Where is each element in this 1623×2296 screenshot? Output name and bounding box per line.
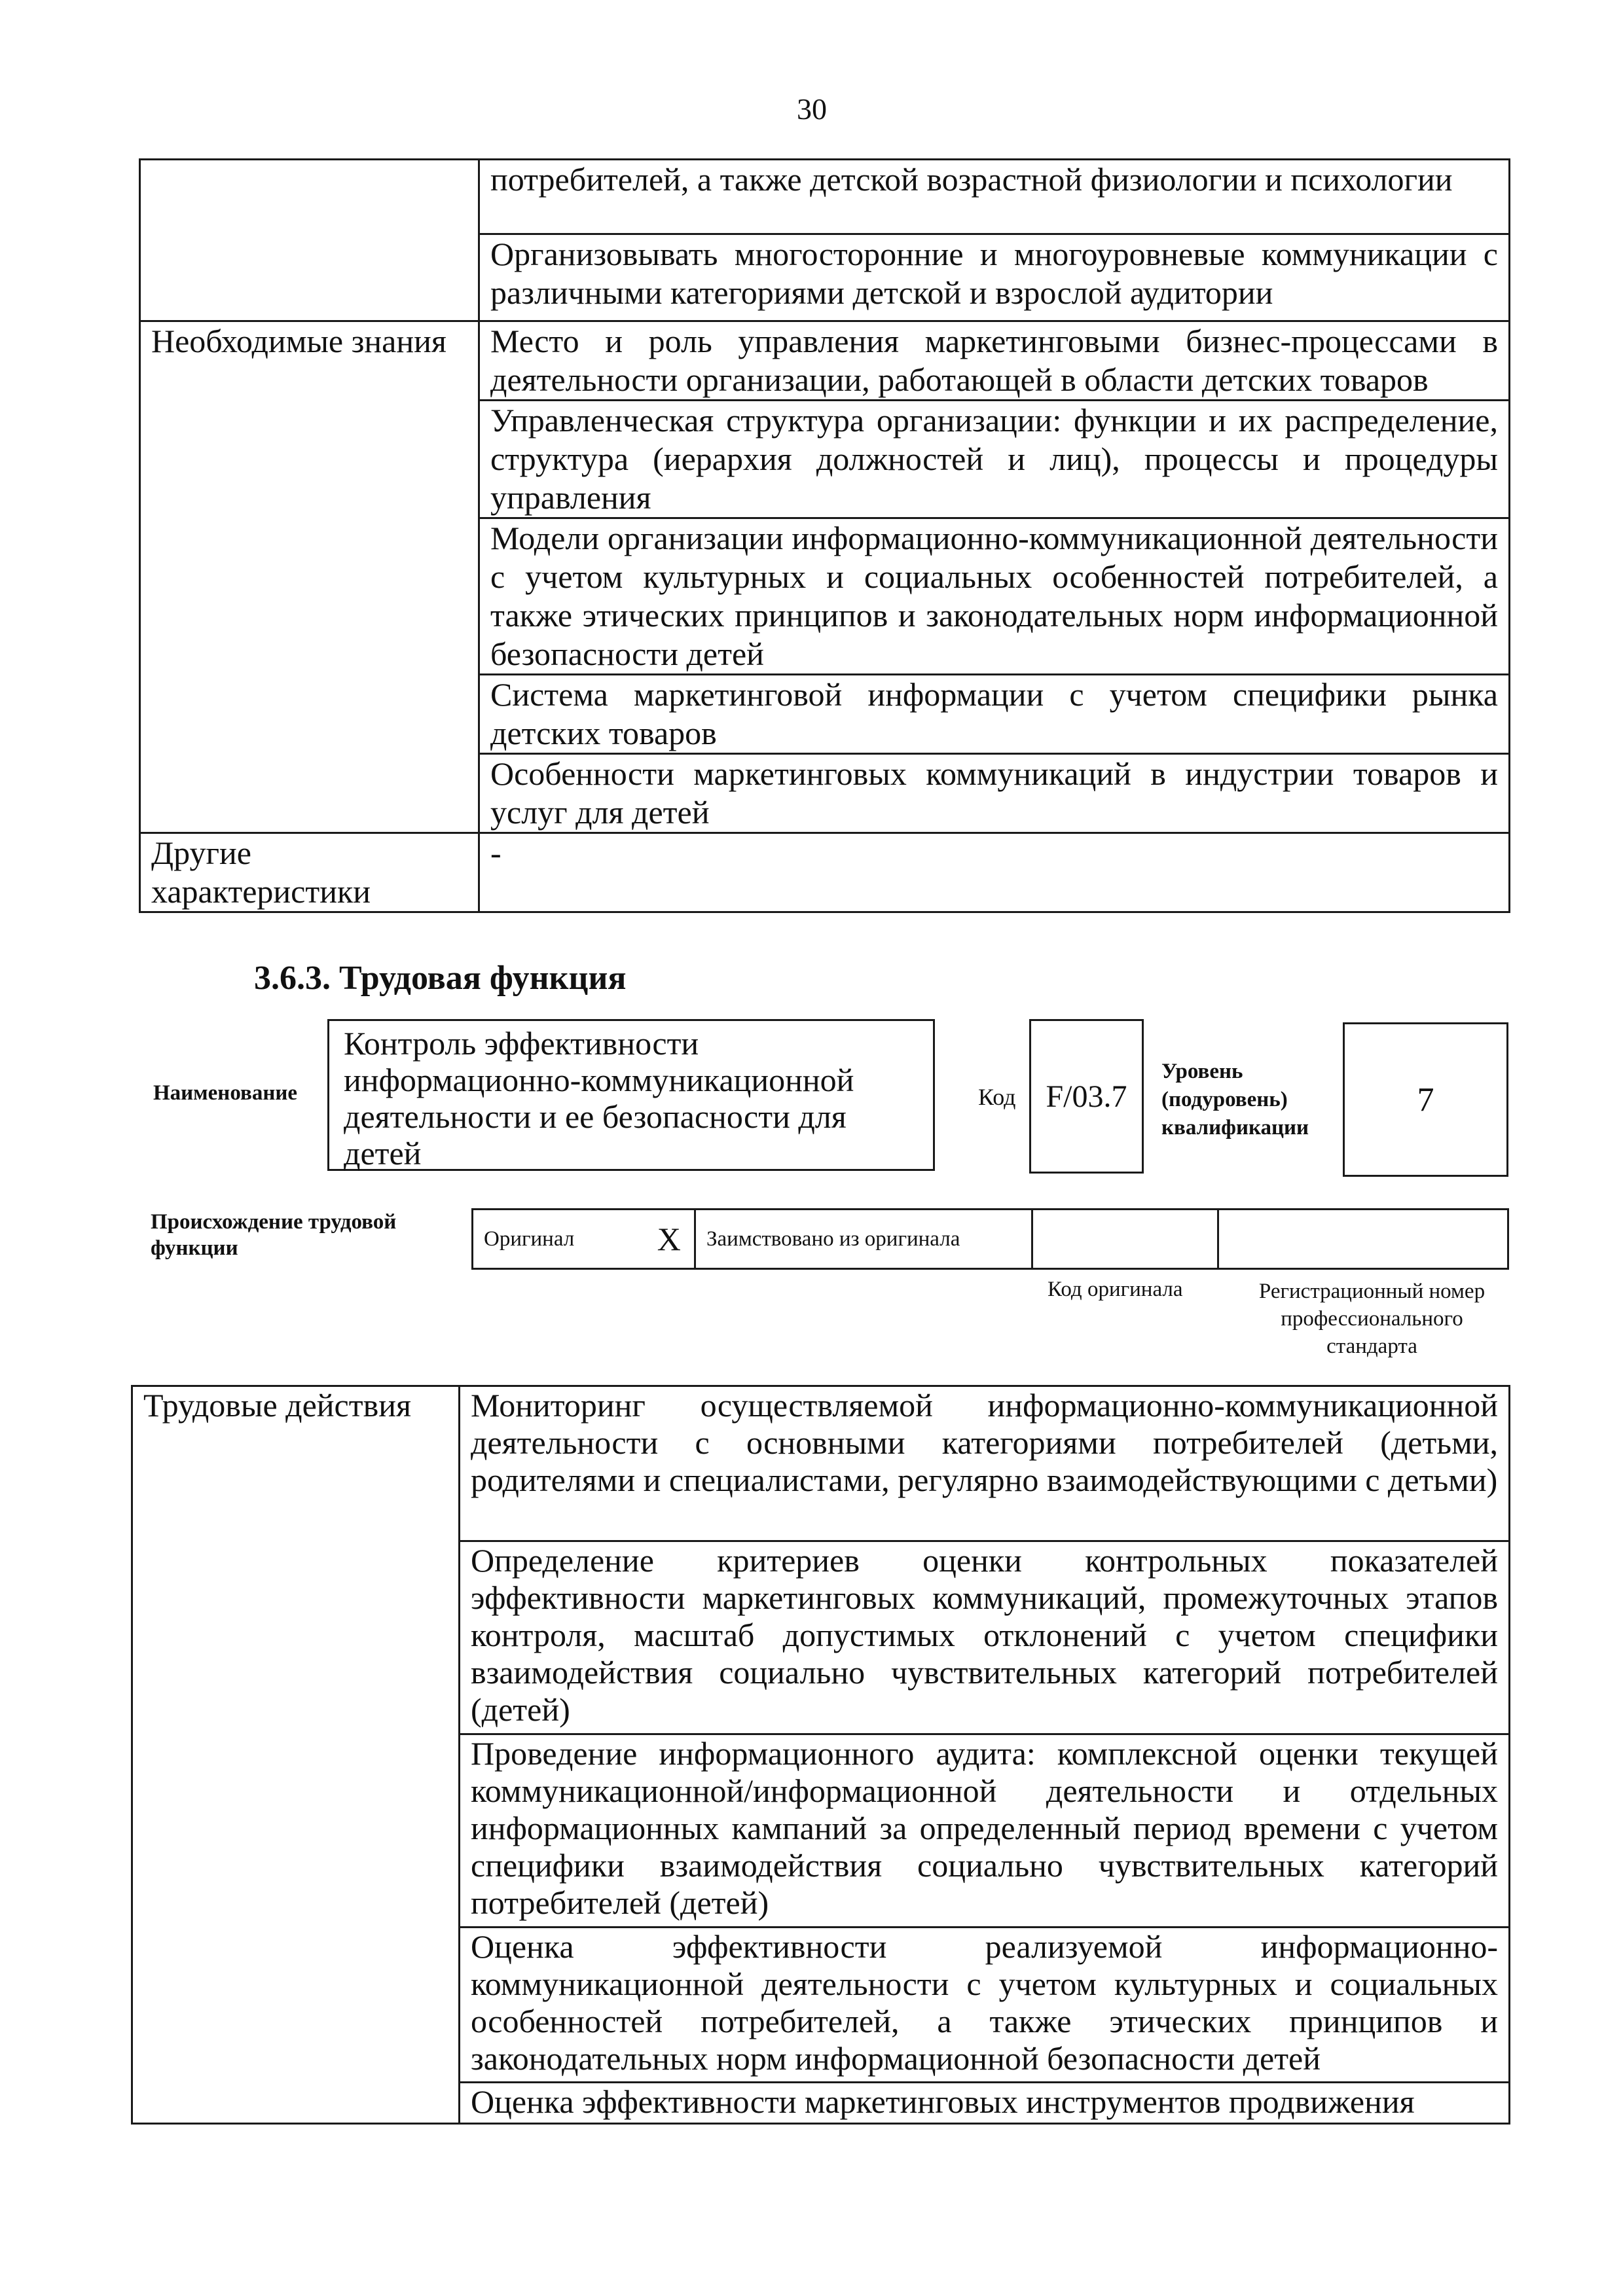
table-cell: потребителей, а также детской возрастной физиологии и психологии — [479, 160, 1510, 234]
origin-table — [471, 1208, 1509, 1270]
table-row — [140, 160, 1510, 234]
table-cell: Определение критериев оценки контрольных показателей эффективности маркетинговых коммуникаций, промежуточных этапов контроля, масштаб допустимых отклонений с учетом специфики взаимодействия социально чувствительных категорий потребителей (детей) — [460, 1541, 1510, 1734]
table-cell: Особенности маркетинговых коммуникаций в индустрии товаров и услуг для детей — [479, 754, 1510, 833]
empty-label-cell — [140, 160, 479, 321]
table-row — [473, 1210, 1508, 1269]
code-label: Код — [978, 1084, 1016, 1110]
table-row — [132, 1386, 1510, 1541]
table-row — [140, 833, 1510, 912]
reg-number-cell — [1218, 1210, 1508, 1269]
table-cell: Место и роль управления маркетинговыми бизнес-процессами в деятельности организации, работающей в области детских товаров — [479, 321, 1510, 401]
code-original-cell — [1032, 1210, 1218, 1269]
borrowed-label: Заимствовано из оригинала — [695, 1210, 1032, 1269]
table-cell: Система маркетинговой информации с учетом специфики рынка детских товаров — [479, 675, 1510, 754]
table-cell: Оценка эффективности маркетинговых инструментов продвижения — [460, 2083, 1510, 2124]
table-cell: Мониторинг осуществляемой информационно-коммуникационной деятельности с основными категориями потребителей (детьми, родителями и специалистами, регулярно взаимодействующими с детьми) — [460, 1386, 1510, 1541]
other-label: Другие характеристики — [140, 833, 479, 912]
name-label: Наименование — [153, 1081, 297, 1105]
other-value: - — [479, 833, 1510, 912]
table-cell: Организовывать многосторонние и многоуровневые коммуникации с различными категориями детской и взрослой аудитории — [479, 234, 1510, 321]
knowledge-table — [139, 158, 1510, 913]
table-row — [140, 321, 1510, 401]
table-cell: Управленческая структура организации: функции и их распределение, структура (иерархия должностей и лиц), процессы и процедуры управления — [479, 401, 1510, 518]
original-mark: X — [644, 1210, 695, 1269]
level-label: Уровень (подуровень) квалификации — [1161, 1060, 1309, 1139]
table-cell: Проведение информационного аудита: комплексной оценки текущей коммуникационной/информационной деятельности и отдельных информационных кампаний за определенный период времени с учетом специфики взаимодействия социально чувствительных категорий потребителей (детей) — [460, 1734, 1510, 1928]
table-cell: Оценка эффективности реализуемой информационно-коммуникационной деятельности с учетом культурных и социальных особенностей потребителей, а также этических принципов и законодательных норм информационной безопасности детей — [460, 1928, 1510, 2083]
knowledge-label: Необходимые знания — [140, 321, 479, 833]
reg-number-label: Регистрационный номер профессионального стандарта — [1258, 1280, 1486, 1358]
origin-label: Происхождение трудовой функции — [151, 1210, 397, 1260]
code-original-label: Код оригинала — [1048, 1278, 1183, 1301]
section-heading: 3.6.3. Трудовая функция — [254, 960, 627, 997]
page-number: 30 — [797, 92, 827, 126]
name-value: Контроль эффективности информационно-коммуникационной деятельности и ее безопасности для детей — [327, 1019, 935, 1171]
table-cell: Модели организации информационно-коммуникационной деятельности с учетом культурных и социальных особенностей потребителей, а также этических принципов и законодательных норм информационной безопасности детей — [479, 518, 1510, 675]
level-value: 7 — [1343, 1022, 1508, 1177]
code-value: F/03.7 — [1029, 1019, 1144, 1174]
original-label: Оригинал — [473, 1210, 644, 1269]
actions-label: Трудовые действия — [132, 1386, 460, 2124]
actions-table — [131, 1385, 1510, 2125]
